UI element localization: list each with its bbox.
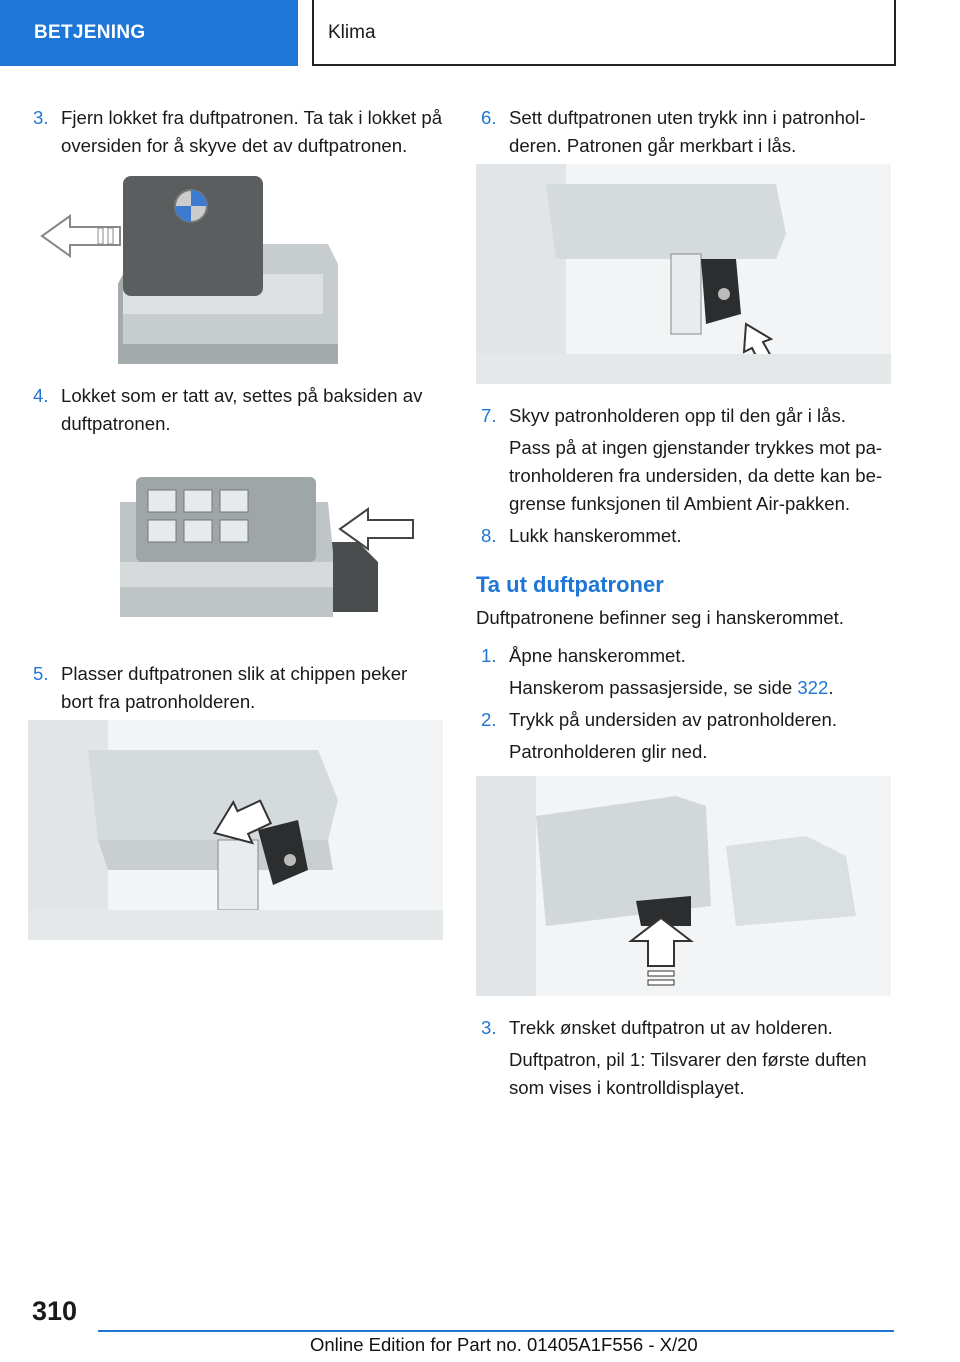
step-text: Sett duftpatronen uten trykk inn i patronhol-deren. Patronen går merkbart i lås. — [509, 107, 866, 156]
step-text: Lokket som er tatt av, settes på baksiden av duftpatronen. — [61, 385, 423, 434]
ref-end: . — [828, 677, 834, 698]
step-number: 4. — [33, 385, 49, 406]
left-column — [28, 104, 443, 958]
footer-rule — [98, 1330, 894, 1332]
step-text: Lukk hanskerommet. — [509, 525, 682, 546]
step-number: 3. — [481, 1017, 497, 1038]
intro-paragraph: Duftpatronene befinner seg i hanskerommet. — [476, 607, 844, 628]
remove-step-2-sub: Patronholderen glir ned. — [509, 741, 708, 762]
remove-lid-illustration — [28, 164, 443, 364]
step-7 — [476, 402, 891, 430]
remove-step-2 — [476, 706, 891, 734]
step-number: 3. — [33, 107, 49, 128]
step-6 — [476, 104, 891, 160]
step-number: 7. — [481, 405, 497, 426]
footer-edition: Online Edition for Part no. 01405A1F556 - X/20 — [310, 1334, 698, 1355]
cartridge-lock-illustration — [476, 164, 891, 384]
section-tab: BETJENING — [0, 0, 298, 66]
step-text: Trykk på undersiden av patronholderen. — [509, 709, 837, 730]
step-5 — [28, 660, 443, 716]
section-heading: Ta ut duftpatroner — [476, 572, 664, 597]
right-column — [476, 104, 891, 1106]
step-number: 2. — [481, 709, 497, 730]
step-3 — [28, 104, 443, 160]
step-8 — [476, 522, 891, 550]
holder-release-illustration — [476, 776, 891, 996]
step-number: 5. — [33, 663, 49, 684]
remove-step-3-sub: Duftpatron, pil 1: Tilsvarer den første duften som vises i kontrolldisplayet. — [509, 1049, 867, 1098]
remove-step-1-ref — [476, 674, 891, 702]
chapter-title: Klima — [312, 0, 896, 66]
ref-text: Hanskerom passasjerside, se side — [509, 677, 798, 698]
insert-cartridge-illustration — [28, 720, 443, 940]
step-text: Trekk ønsket duftpatron ut av holderen. — [509, 1017, 833, 1038]
step-number: 6. — [481, 107, 497, 128]
step-text: Skyv patronholderen opp til den går i lås. — [509, 405, 846, 426]
attach-lid-illustration — [28, 442, 443, 642]
remove-step-1 — [476, 642, 891, 670]
remove-step-3 — [476, 1014, 891, 1042]
page-link[interactable]: 322 — [797, 677, 829, 698]
step-number: 1. — [481, 645, 497, 666]
step-4 — [28, 382, 443, 438]
step-7-note: Pass på at ingen gjenstander trykkes mot pa-tronholderen fra undersiden, da dette kan be-grense funksjonen til Ambient Air-pakken. — [509, 437, 883, 514]
step-text: Åpne hanskerommet. — [509, 645, 686, 666]
page-number: 310 — [32, 1296, 78, 1326]
step-text: Fjern lokket fra duftpatronen. Ta tak i lokket på oversiden for å skyve det av duftpatronen. — [61, 107, 443, 156]
step-text: Plasser duftpatronen slik at chippen peker bort fra patronholderen. — [61, 663, 408, 712]
step-number: 8. — [481, 525, 497, 546]
